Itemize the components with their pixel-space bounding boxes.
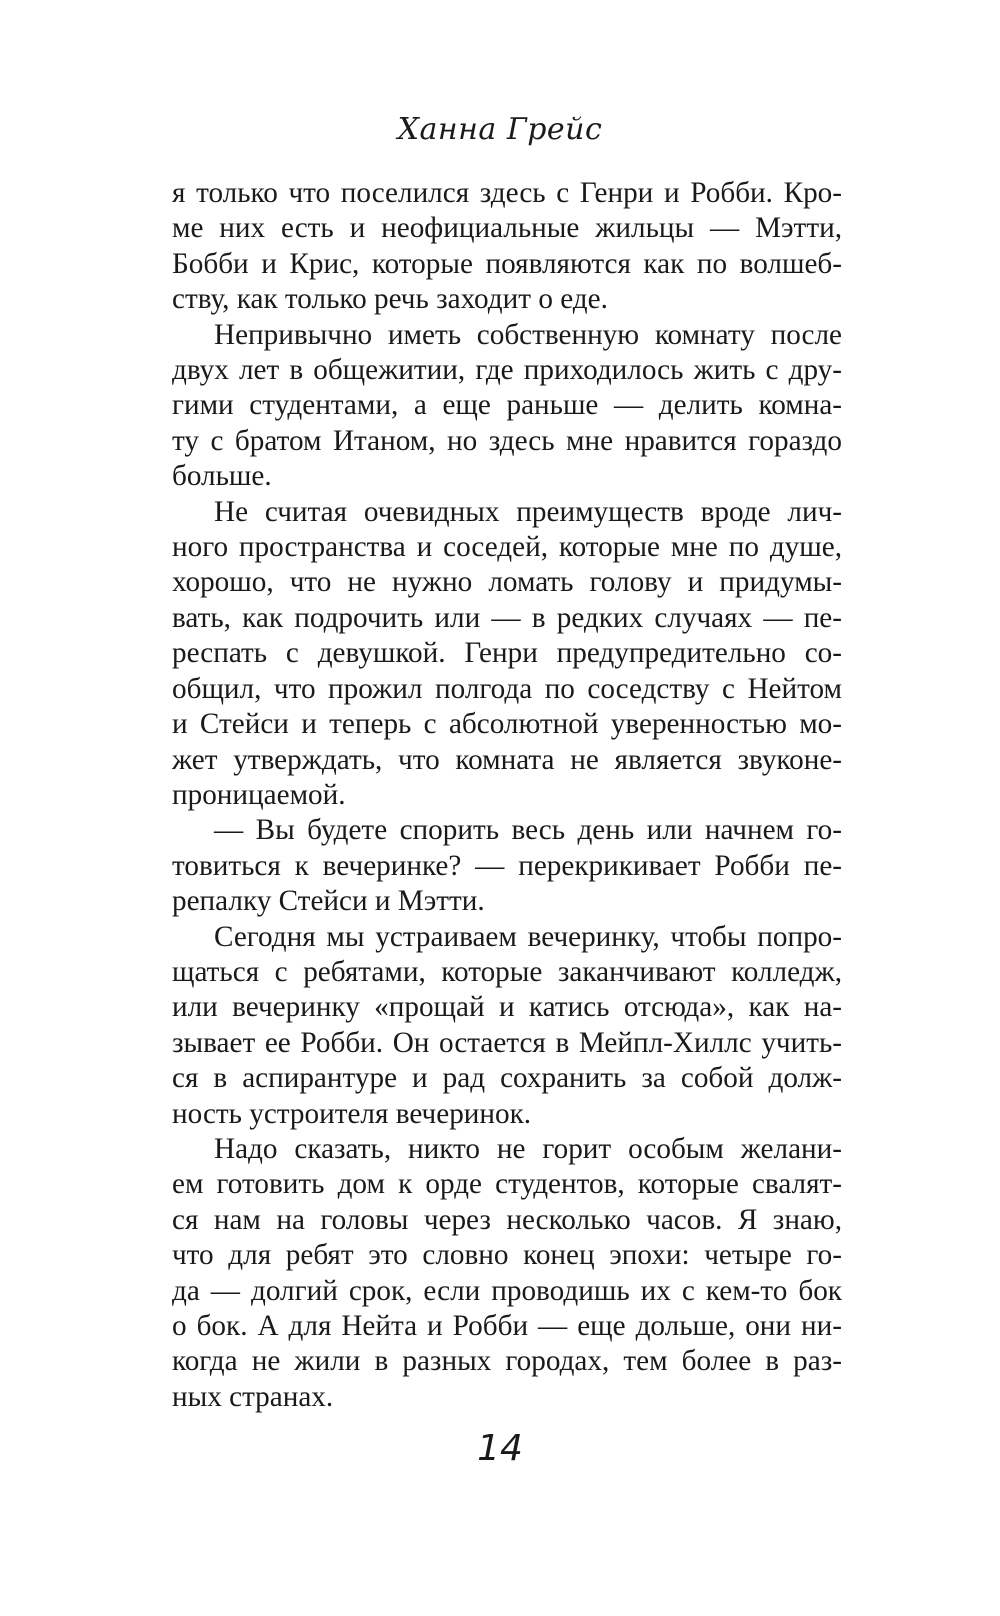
text-line: респать с девушкой. Генри предупредительно со- — [172, 637, 842, 670]
text-line: да — долгий срок, если проводишь их с кем-то бок — [172, 1274, 842, 1307]
text-line: проницаемой. — [172, 778, 346, 811]
text-line: хорошо, что не нужно ломать голову и придумы- — [172, 566, 842, 599]
text-line: ся нам на головы через несколько часов. Я знаю, — [172, 1203, 842, 1236]
text-line: Непривычно иметь собственную комнату после — [214, 318, 842, 351]
text-line: я только что поселился здесь с Генри и Робби. Кро- — [172, 177, 842, 209]
text-line: двух лет в общежитии, где приходилось жить с дру- — [172, 354, 842, 387]
page-number: 14 — [477, 1428, 523, 1469]
text-line: вать, как подрочить или — в редких случаях — пе- — [172, 601, 842, 634]
text-line: Не считая очевидных преимуществ вроде лич- — [214, 495, 842, 528]
text-line: жет утверждать, что комната не является звуконе- — [172, 743, 842, 776]
text-line: — Вы будете спорить весь день или начнем го- — [214, 814, 842, 847]
text-line: ту с братом Итаном, но здесь мне нравится гораздо — [172, 424, 842, 457]
text-line: общил, что прожил полгода по соседству с Нейтом — [172, 672, 842, 705]
paragraph — [172, 1132, 842, 1415]
body-text — [172, 176, 842, 1415]
paragraph — [172, 318, 842, 495]
text-line: и Стейси и теперь с абсолютной уверенностью мо- — [172, 708, 842, 741]
text-line: Сегодня мы устраиваем вечеринку, чтобы попро- — [214, 920, 842, 953]
text-line: Надо сказать, никто не горит особым желани- — [214, 1132, 842, 1165]
running-header: Ханна Грейс — [397, 112, 603, 147]
text-line: ность устроителя вечеринок. — [172, 1097, 532, 1130]
text-line: гими студентами, а еще раньше — делить комна- — [172, 389, 842, 422]
text-line: когда не жили в разных городах, тем более в раз- — [172, 1345, 842, 1378]
text-line: что для ребят это словно конец эпохи: четыре го- — [172, 1239, 842, 1272]
text-line: щаться с ребятами, которые заканчивают колледж, — [172, 955, 842, 988]
text-line: репалку Стейси и Мэтти. — [172, 885, 485, 918]
paragraph — [172, 813, 842, 919]
text-line: ме них есть и неофициальные жильцы — Мэтти, — [172, 212, 842, 245]
text-line: ем готовить дом к орде студентов, которые свалят- — [172, 1168, 842, 1201]
text-line: Бобби и Крис, которые появляются как по волшеб- — [172, 247, 842, 280]
text-line: больше. — [172, 460, 272, 493]
paragraph — [172, 495, 842, 814]
paragraph — [172, 176, 842, 318]
text-line: ного пространства и соседей, которые мне по душе, — [172, 531, 842, 564]
text-line: о бок. А для Нейта и Робби — еще дольше, они ни- — [172, 1310, 842, 1342]
text-line: или вечеринку «прощай и катись отсюда», как на- — [172, 991, 842, 1024]
text-line: ся в аспирантуре и рад сохранить за собой долж- — [172, 1062, 842, 1095]
text-line: зывает ее Робби. Он остается в Мейпл-Хиллс учить- — [172, 1026, 842, 1059]
text-line: ных странах. — [172, 1380, 334, 1413]
text-line: товиться к вечеринке? — перекрикивает Робби пе- — [172, 849, 842, 882]
paragraph — [172, 920, 842, 1132]
text-line: ству, как только речь заходит о еде. — [172, 283, 608, 316]
